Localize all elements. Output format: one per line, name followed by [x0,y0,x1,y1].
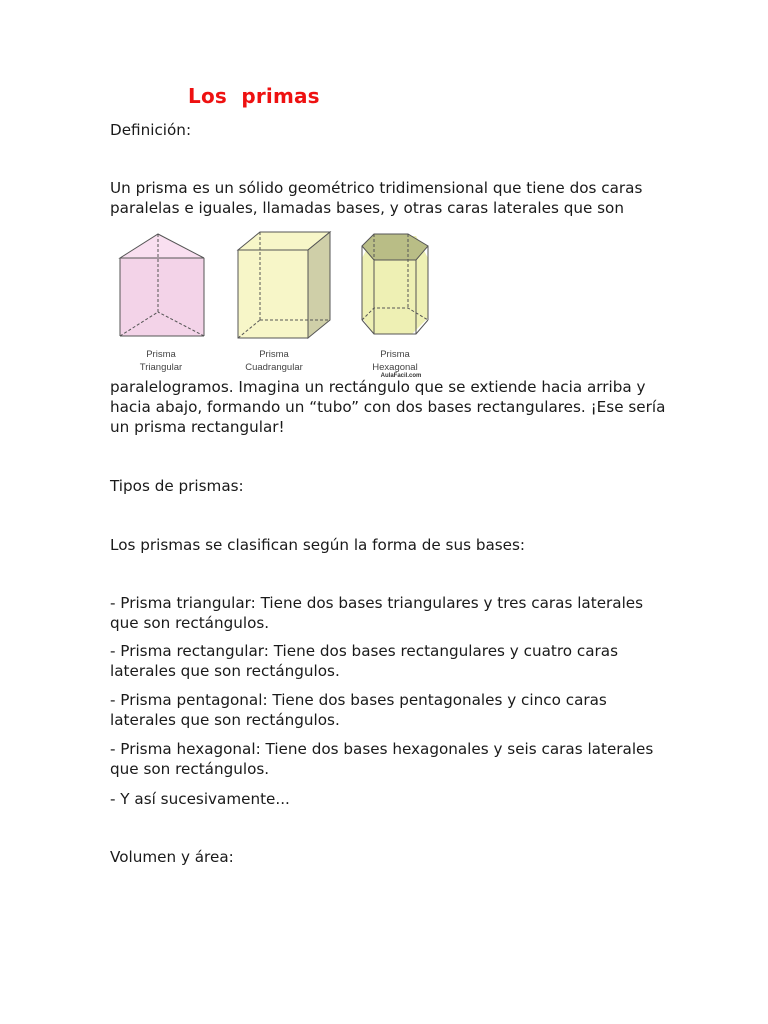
caption-quadrangular-1: Prisma [259,349,289,360]
list-item-triangular: - Prisma triangular: Tiene dos bases triangulares y tres caras laterales que son rectángulos. [110,594,644,632]
hexagonal-prism-drawing [362,234,428,334]
page-title: Los primas [188,84,320,108]
figure-watermark: AulaFacil.com [380,373,422,378]
definition-heading: Definición: [110,121,192,139]
caption-triangular-2: Triangular [139,362,183,373]
list-item-rectangular: - Prisma rectangular: Tiene dos bases rectangulares y cuatro caras laterales que son rectángulos. [110,642,618,680]
intro-line-2: paralelas e iguales, llamadas bases, y otras caras laterales que son [110,199,624,217]
caption-triangular-1: Prisma [146,349,176,360]
caption-hexagonal-2: Hexagonal [372,362,418,373]
caption-hexagonal-1: Prisma [380,349,410,360]
prism-figure [108,226,444,378]
quadrangular-prism-drawing [238,232,330,338]
triangular-prism-drawing [120,234,204,336]
caption-quadrangular-2: Cuadrangular [245,362,303,373]
volume-heading: Volumen y área: [110,848,234,866]
list-item-hexagonal: - Prisma hexagonal: Tiene dos bases hexagonales y seis caras laterales que son rectángulos. [110,740,654,778]
classification-intro: Los prismas se clasifican según la forma de sus bases: [110,536,526,554]
types-heading: Tipos de prismas: [110,477,244,495]
list-item-pentagonal: - Prisma pentagonal: Tiene dos bases pentagonales y cinco caras laterales que son rectángulos. [110,691,607,729]
intro-continuation: paralelogramos. Imagina un rectángulo que se extiende hacia arriba y hacia abajo, formando un “tubo” con dos bases rectangulares. ¡Ese sería un prisma rectangular! [110,378,666,436]
intro-line-1: Un prisma es un sólido geométrico tridimensional que tiene dos caras [110,179,643,197]
list-item-etc: - Y así sucesivamente... [110,790,290,808]
